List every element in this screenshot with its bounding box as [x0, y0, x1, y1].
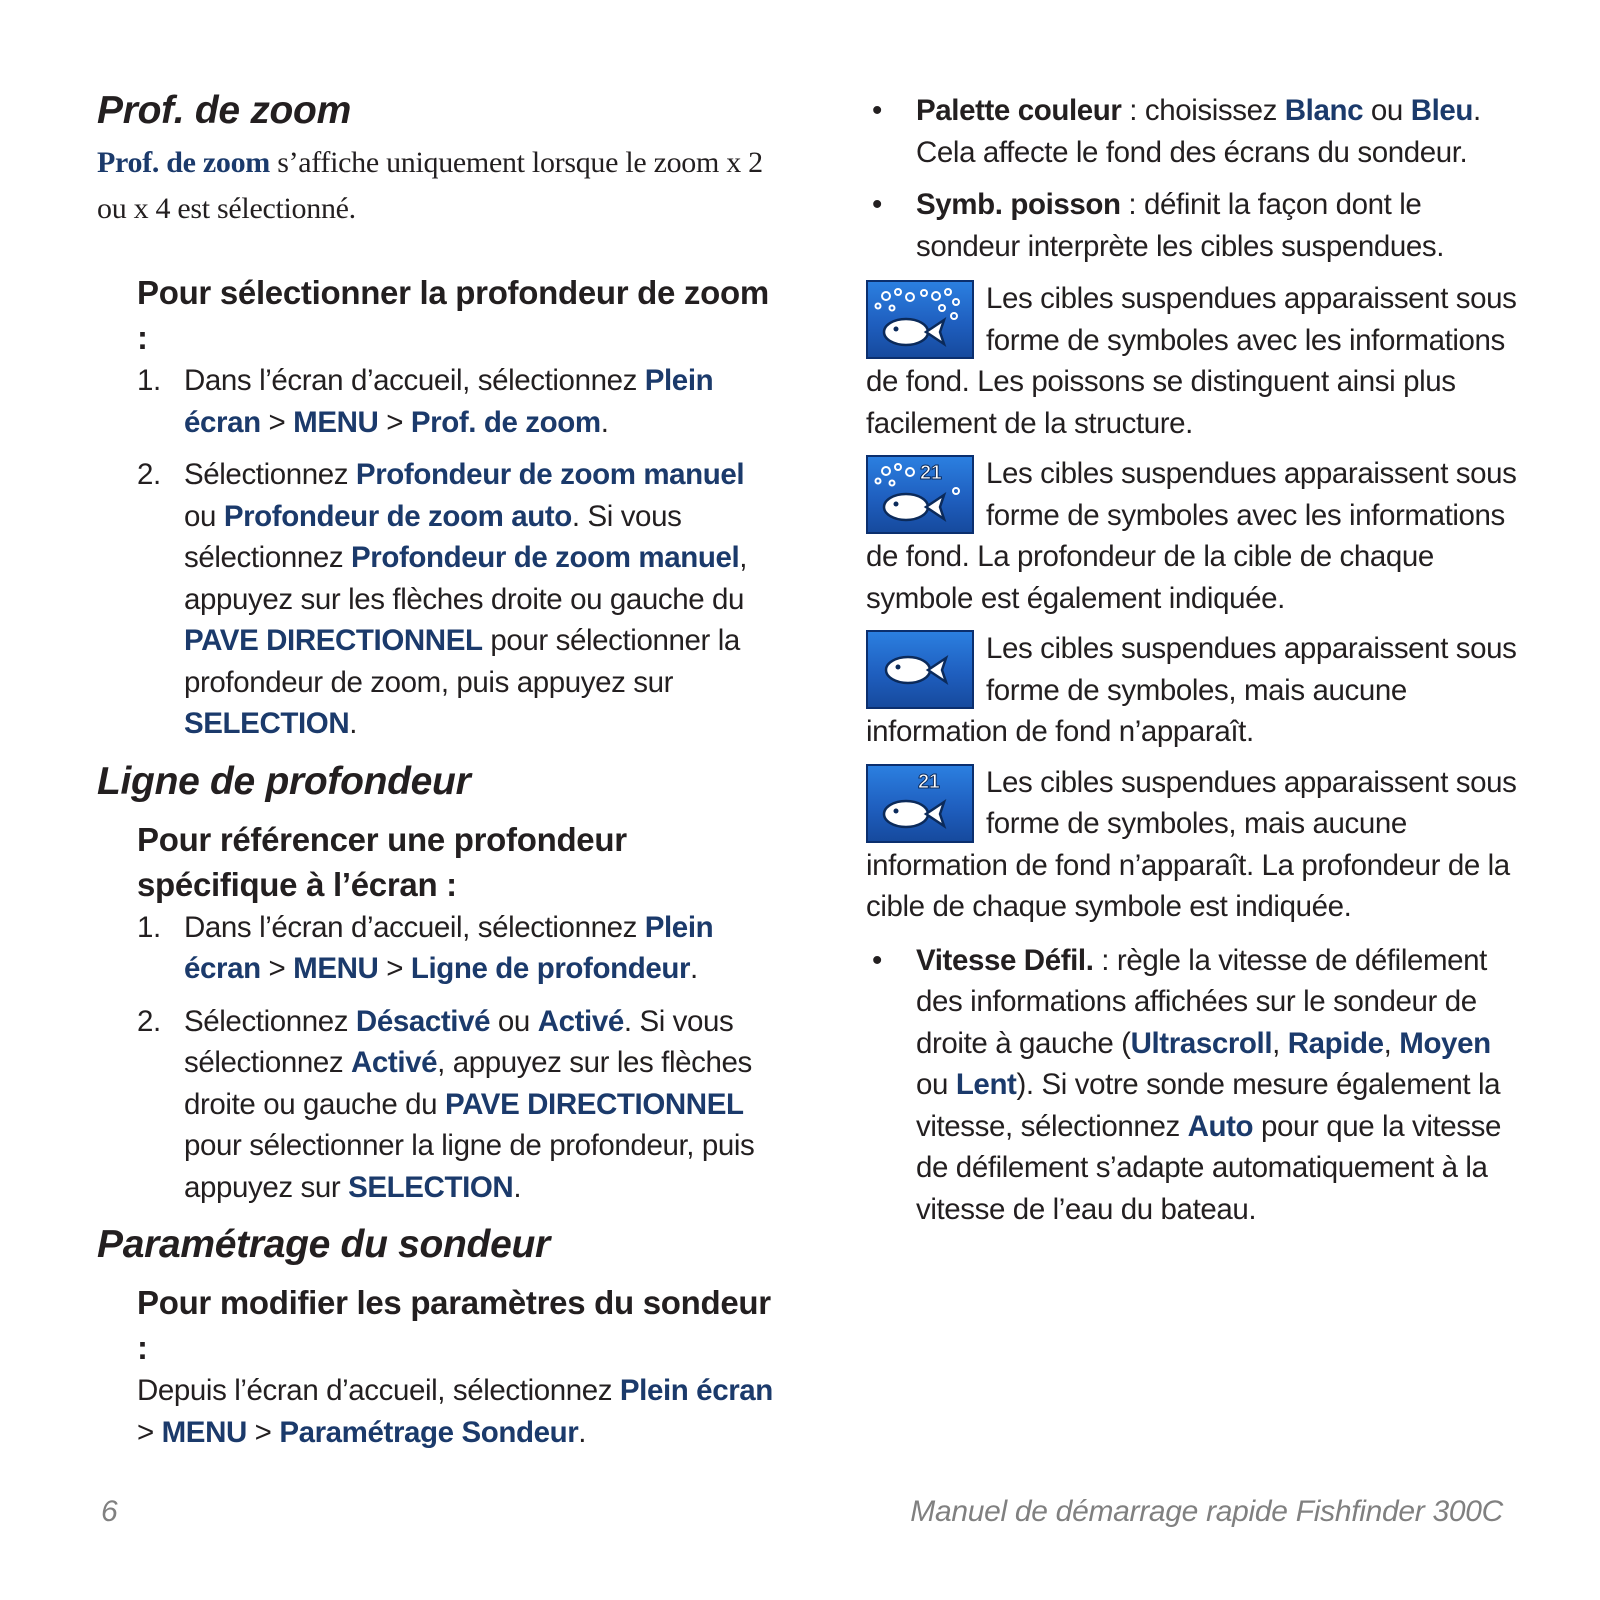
fish-depth-icon [866, 764, 974, 843]
depth-label: 21 [918, 770, 940, 793]
list-item: 2. Sélectionnez Désactivé ou Activé. Si vous sélectionnez Activé, appuyez sur les flèches droite ou gauche du PAVE DIRECTIONNEL pour sélectionner la ligne de profondeur, puis appuyez sur SELECTION. [137, 1004, 755, 1204]
left-column [97, 88, 777, 1453]
zoom-depth-steps [137, 360, 777, 745]
zoom-depth-procedure-title: Pour sélectionner la profondeur de zoom : [137, 274, 769, 356]
list-item: 1. Dans l’écran d’accueil, sélectionnez Plein écran > MENU > Prof. de zoom. [137, 364, 714, 439]
page-number: 6 [101, 1495, 118, 1528]
depth-line-heading: Ligne de profondeur [97, 759, 471, 803]
list-item: 2. Sélectionnez Profondeur de zoom manuel ou Profondeur de zoom auto. Si vous sélectionnez Profondeur de zoom manuel, appuyez sur les flèches droite ou gauche du PAVE DIRECTIONNEL pour sélectionner la profondeur de zoom, puis appuyez sur SELECTION. [137, 458, 748, 740]
fish-symbol-description: Les cibles suspendues apparaissent sous forme de symboles avec les informations de fond. Les poissons se distinguent ainsi plus facilement de la structure. [866, 282, 1517, 440]
fish-with-background-icon [866, 280, 974, 359]
depth-label: 21 [920, 462, 942, 484]
fish-icon [866, 630, 974, 709]
sonar-setup-instruction: Depuis l’écran d’accueil, sélectionnez Plein écran > MENU > Paramétrage Sondeur. [137, 1374, 773, 1449]
zoom-depth-heading: Prof. de zoom [97, 89, 351, 132]
scroll-speed-bullet: • Vitesse Défil. : règle la vitesse de défilement des informations affichées sur le sondeur de droite à gauche (Ultrascroll, Rapide, Moyen ou Lent). Si votre sonde mesure également la vitesse, sélectionnez Auto pour que la vitesse de défilement s’adapte automatiquement à la vitesse de l’eau du bateau. [872, 943, 1502, 1226]
palette-bullet: • Palette couleur : choisissez Blanc ou Bleu. Cela affecte le fond des écrans du sondeur. [872, 94, 1481, 169]
fish-symbols-bullet: • Symb. poisson : définit la façon dont le sondeur interprète les cibles suspendues. [872, 188, 1445, 263]
depth-line-procedure-title: Pour référencer une profondeur spécifique à l’écran : [137, 820, 627, 903]
depth-line-steps [137, 907, 777, 1209]
fish-symbol-description: 21 Les cibles suspendues apparaissent sous forme de symboles, mais aucune information de fond n’apparaît. La profondeur de la cible de chaque symbole est indiquée. [866, 765, 1517, 923]
fish-with-background-depth-icon [866, 455, 974, 534]
sonar-setup-procedure-title: Pour modifier les paramètres du sondeur : [137, 1284, 771, 1366]
list-item: 1. Dans l’écran d’accueil, sélectionnez Plein écran > MENU > Ligne de profondeur. [137, 910, 714, 985]
right-column [866, 90, 1526, 1241]
zoom-depth-intro: Prof. de zoom s’affiche uniquement lorsque le zoom x 2 ou x 4 est sélectionné. [97, 146, 763, 225]
sonar-setup-heading: Paramétrage du sondeur [97, 1223, 550, 1266]
fish-symbol-description: 21 Les cibles suspendues apparaissent sous forme de symboles avec les informations de fond. La profondeur de la cible de chaque symbole est également indiquée. [866, 457, 1517, 615]
document-title: Manuel de démarrage rapide Fishfinder 300C [910, 1495, 1503, 1528]
fish-symbol-description: Les cibles suspendues apparaissent sous forme de symboles, mais aucune information de fond n’apparaît. [866, 632, 1517, 748]
